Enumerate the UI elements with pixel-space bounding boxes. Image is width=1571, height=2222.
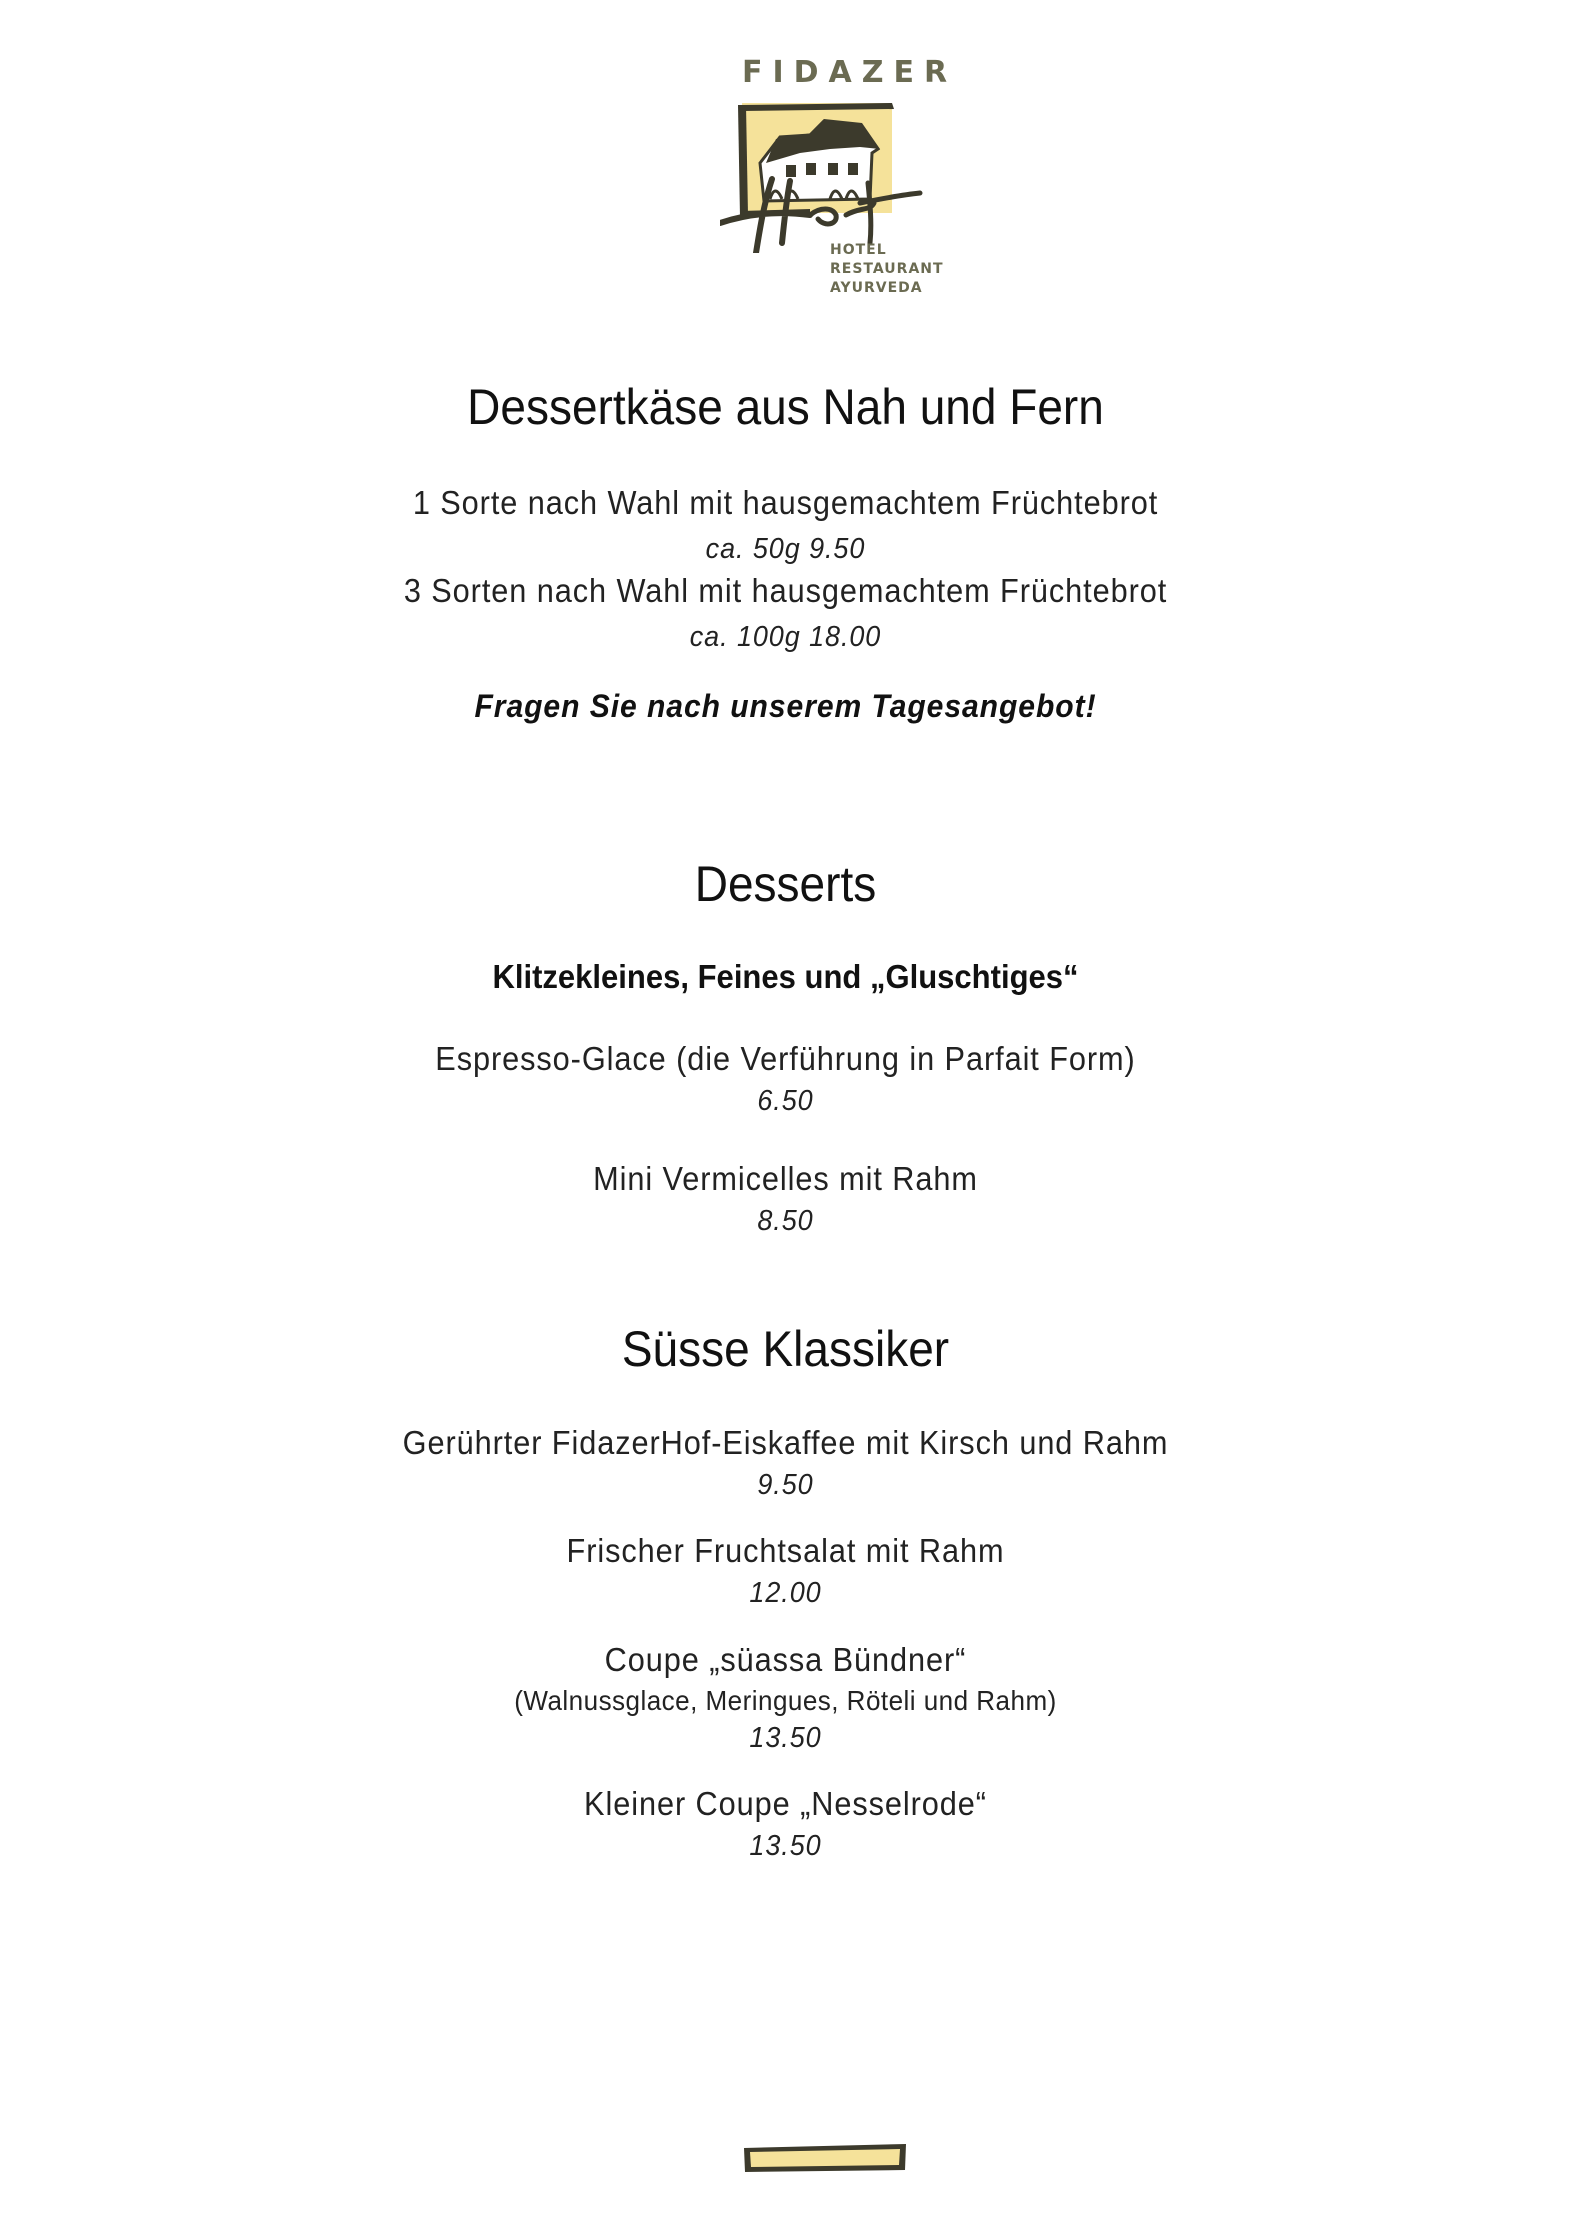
hotel-building-logo-icon — [720, 103, 940, 253]
section-title-classics: Süsse Klassiker — [621, 1321, 950, 1377]
logo-wordmark: FIDAZER — [742, 55, 958, 90]
desserts-subtitle: Klitzekleines, Feines und „Gluschtiges“ — [492, 958, 1079, 995]
footer-brush-bar-icon — [742, 2142, 908, 2174]
classics-price-1: 9.50 — [757, 1469, 814, 1501]
desserts-price-2: 8.50 — [757, 1205, 814, 1237]
classics-price-3: 13.50 — [749, 1722, 822, 1754]
classics-price-4: 13.50 — [749, 1830, 822, 1862]
classics-item-2: Frischer Fruchtsalat mit Rahm — [566, 1532, 1005, 1569]
cheese-price-1: ca. 50g 9.50 — [705, 533, 866, 565]
cheese-item-1: 1 Sorte nach Wahl mit hausgemachtem Früchtebrot — [412, 484, 1159, 521]
classics-item-1: Gerührter FidazerHof-Eiskaffee mit Kirsch und Rahm — [402, 1424, 1169, 1461]
classics-note-3: (Walnussglace, Meringues, Röteli und Rahm) — [514, 1685, 1057, 1716]
section-title-desserts: Desserts — [694, 856, 877, 912]
desserts-item-1: Espresso-Glace (die Verführung in Parfait Form) — [435, 1040, 1136, 1077]
cheese-price-2: ca. 100g 18.00 — [689, 621, 882, 653]
classics-item-3: Coupe „süassa Bündner“ — [604, 1641, 967, 1678]
logo-ayurveda-label: AYURVEDA — [830, 280, 923, 296]
desserts-price-1: 6.50 — [757, 1085, 814, 1117]
cheese-item-2: 3 Sorten nach Wahl mit hausgemachtem Früchtebrot — [403, 572, 1168, 609]
classics-price-2: 12.00 — [749, 1577, 822, 1609]
desserts-item-2: Mini Vermicelles mit Rahm — [593, 1160, 978, 1197]
logo-restaurant-label: RESTAURANT — [830, 261, 944, 277]
classics-item-4: Kleiner Coupe „Nesselrode“ — [584, 1785, 987, 1822]
section-title-cheese: Dessertkäse aus Nah und Fern — [467, 379, 1104, 435]
daily-offer-note: Fragen Sie nach unserem Tagesangebot! — [474, 688, 1097, 724]
logo-hotel-label: HOTEL — [830, 242, 887, 258]
fidazer-hof-logo — [720, 55, 958, 305]
